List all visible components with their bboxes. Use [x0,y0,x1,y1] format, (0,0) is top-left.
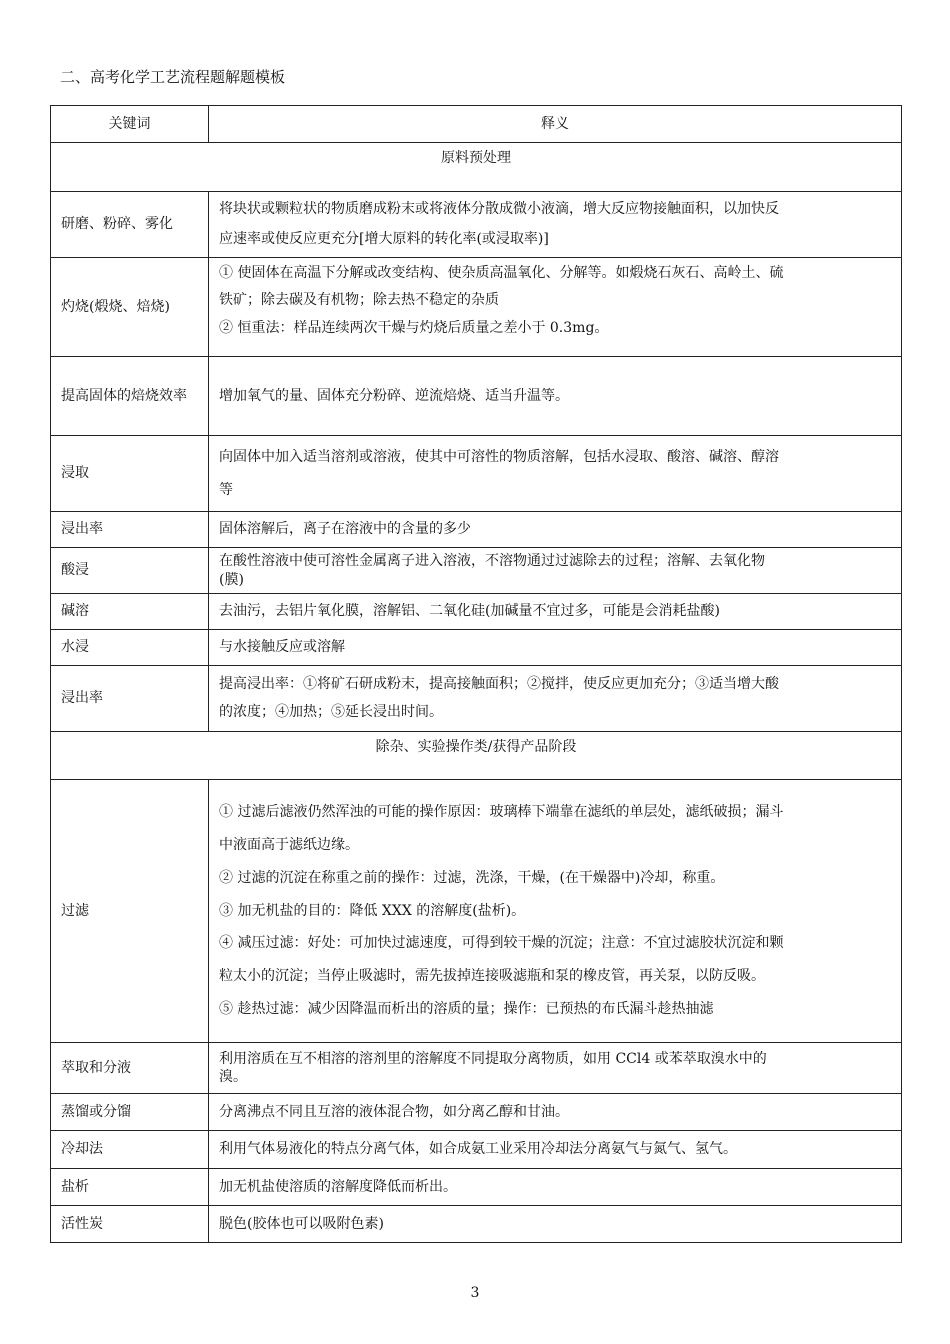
row-meaning [209,1206,902,1243]
meaning-line: 提高浸出率：①将矿石研成粉末，提高接触面积；②搅拌，使反应更加充分；③适当增大酸 [219,676,779,693]
meaning-line: 等 [219,481,233,498]
row-meaning [209,258,902,357]
row-meaning [209,192,902,258]
meaning-line: ④ 减压过滤：好处：可加快过滤速度，可得到较干燥的沉淀；注意：不宜过滤胶状沉淀和颗 [219,935,784,952]
table-row [51,1094,902,1131]
meaning-line: ① 过滤后滤液仍然浑浊的可能的操作原因：玻璃棒下端靠在滤纸的单层处，滤纸破损；漏斗 [219,803,784,820]
row-meaning [209,512,902,548]
row-keyword: 活性炭 [51,1206,209,1243]
section-title: 除杂、实验操作类/获得产品阶段 [51,732,902,780]
table-row [51,594,902,630]
meaning-line: ② 恒重法：样品连续两次干燥与灼烧后质量之差小于 0.3mg。 [219,319,609,336]
table-row [51,666,902,732]
page-number: 3 [470,1285,480,1301]
row-meaning [209,780,902,1043]
meaning-line: 利用气体易液化的特点分离气体，如合成氨工业采用冷却法分离氨气与氮气、氢气。 [219,1141,737,1158]
table-row [51,548,902,594]
meaning-line: 中液面高于滤纸边缘。 [219,836,359,853]
row-keyword: 盐析 [51,1169,209,1206]
table-row [51,258,902,357]
meaning-line: 固体溶解后，离子在溶液中的含量的多少 [219,521,471,538]
row-meaning [209,594,902,630]
section-header-row [51,732,902,780]
meaning-line: 在酸性溶液中使可溶性金属离子进入溶液，不溶物通过过滤除去的过程；溶解、去氧化物 [219,552,765,569]
row-meaning [209,1094,902,1131]
meaning-line: 应速率或使反应更充分[增大原料的转化率(或浸取率)] [219,230,549,247]
row-keyword: 碱溶 [51,594,209,630]
meaning-line: 铁矿；除去碳及有机物；除去热不稳定的杂质 [219,292,499,309]
row-keyword: 浸取 [51,436,209,512]
header-keyword: 关键词 [51,106,209,143]
row-meaning [209,666,902,732]
meaning-line: 向固体中加入适当溶剂或溶液，使其中可溶性的物质溶解，包括水浸取、酸溶、碱溶、醇溶 [219,449,779,466]
row-keyword: 酸浸 [51,548,209,594]
table-row [51,630,902,666]
table-row [51,357,902,436]
meaning-line: 脱色(胶体也可以吸附色素) [219,1215,384,1232]
table-row [51,436,902,512]
meaning-line: 分离沸点不同且互溶的液体混合物，如分离乙醇和甘油。 [219,1103,569,1120]
row-keyword: 灼烧(煅烧、焙烧) [51,258,209,357]
header-row [51,106,902,143]
row-meaning [209,357,902,436]
process-table [50,105,902,1243]
table-row [51,192,902,258]
row-meaning [209,1131,902,1169]
row-meaning [209,436,902,512]
meaning-line: ⑤ 趁热过滤：减少因降温而析出的溶质的量；操作：已预热的布氏漏斗趁热抽滤 [219,1001,714,1018]
meaning-line: ③ 加无机盐的目的：降低 XXX 的溶解度(盐析)。 [219,902,526,919]
meaning-line: 利用溶质在互不相溶的溶剂里的溶解度不同提取分离物质，如用 CCl4 或苯萃取溴水中的 [219,1050,767,1067]
row-keyword: 过滤 [51,780,209,1043]
row-keyword: 萃取和分液 [51,1043,209,1094]
meaning-line: (膜) [219,571,244,588]
row-meaning [209,1169,902,1206]
row-meaning [209,1043,902,1094]
section-title: 原料预处理 [51,143,902,192]
row-keyword: 浸出率 [51,512,209,548]
table-row [51,512,902,548]
row-keyword: 提高固体的焙烧效率 [51,357,209,436]
meaning-line: 增加氧气的量、固体充分粉碎、逆流焙烧、适当升温等。 [219,387,569,404]
row-keyword: 研磨、粉碎、雾化 [51,192,209,258]
row-keyword: 浸出率 [51,666,209,732]
meaning-line: ② 过滤的沉淀在称重之前的操作：过滤，洗涤，干燥，(在干燥器中)冷却，称重。 [219,869,725,886]
meaning-line: 粒太小的沉淀；当停止吸滤时，需先拔掉连接吸滤瓶和泵的橡皮管，再关泵，以防反吸。 [219,968,765,985]
table-row [51,1206,902,1243]
table-row [51,780,902,1043]
meaning-line: ① 使固体在高温下分解或改变结构、使杂质高温氧化、分解等。如煅烧石灰石、高岭土、硫 [219,265,784,281]
row-keyword: 冷却法 [51,1131,209,1169]
table-row [51,1043,902,1094]
row-meaning [209,630,902,666]
row-keyword: 蒸馏或分馏 [51,1094,209,1131]
header-meaning: 释义 [209,106,902,143]
meaning-line: 将块状或颗粒状的物质磨成粉末或将液体分散成微小液滴，增大反应物接触面积，以加快反 [219,201,779,218]
section-header-row [51,143,902,192]
page-heading: 二、高考化学工艺流程题解题模板 [60,68,286,86]
meaning-line: 加无机盐使溶质的溶解度降低而析出。 [219,1178,457,1195]
table-row [51,1169,902,1206]
meaning-line: 的浓度；④加热；⑤延长浸出时间。 [219,703,443,720]
meaning-line: 溴。 [219,1069,247,1085]
row-keyword: 水浸 [51,630,209,666]
meaning-line: 去油污，去铝片氧化膜，溶解铝、二氧化硅(加碱量不宜过多，可能是会消耗盐酸) [219,603,720,620]
meaning-line: 与水接触反应或溶解 [219,639,345,656]
row-meaning [209,548,902,594]
table-row [51,1131,902,1169]
